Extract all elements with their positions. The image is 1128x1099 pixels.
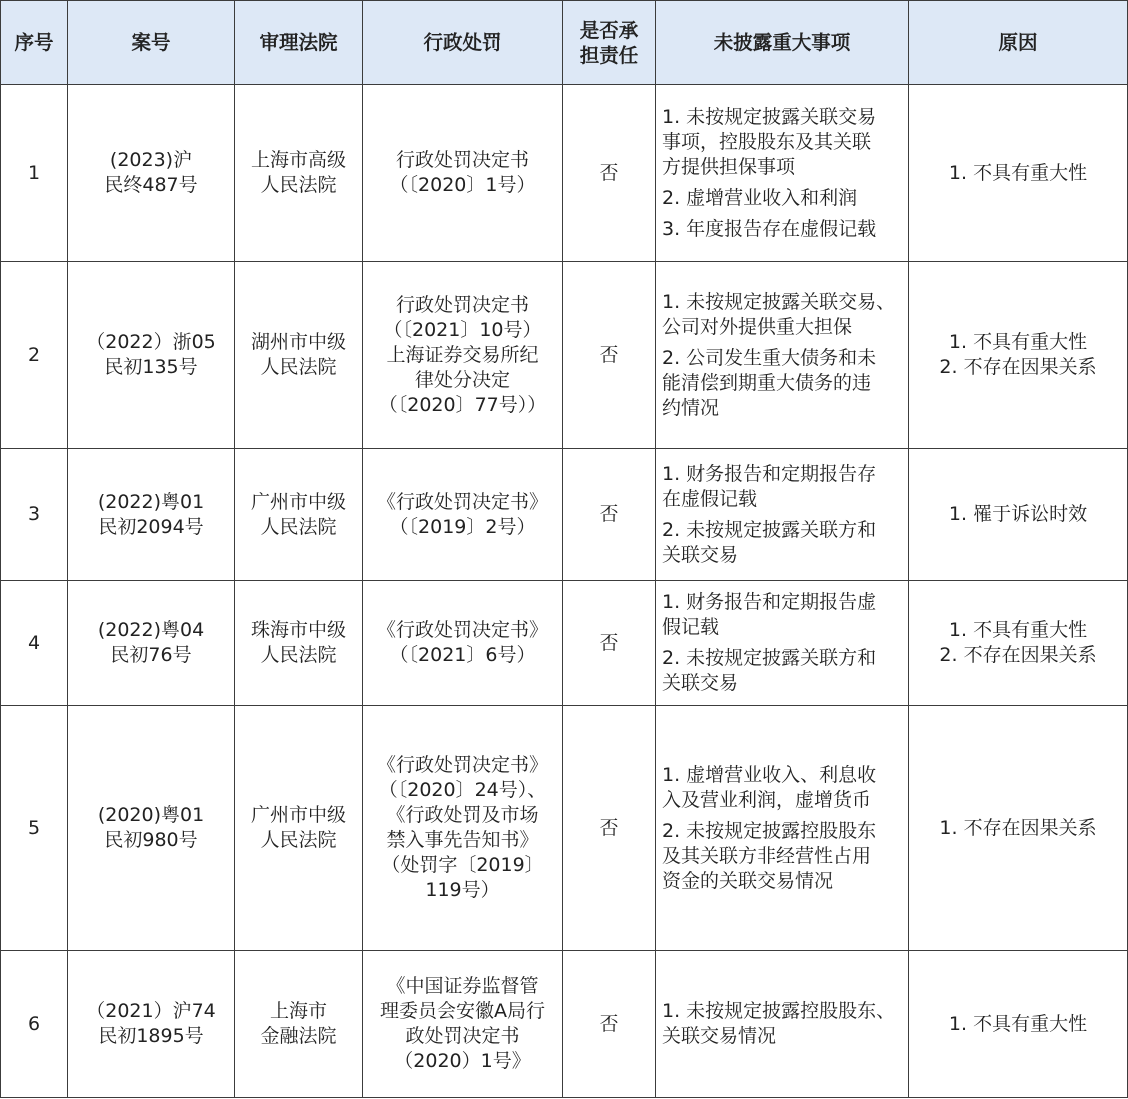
court-line: 人民法院: [260, 174, 337, 196]
reason-line: 1. 不具有重大性: [948, 619, 1088, 641]
undisclosed-item-line: 2. 未按规定披露关联方和: [662, 647, 877, 669]
undisclosed-item-line: 1. 财务报告和定期报告存: [662, 462, 877, 485]
row-index-cell: 6: [1, 951, 68, 1098]
case-number-cell: [68, 951, 235, 1098]
undisclosed-item: [662, 763, 902, 813]
court-line: 人民法院: [260, 515, 337, 538]
penalty-line: 《行政处罚决定书》: [376, 619, 548, 641]
case-number-cell: [68, 449, 235, 581]
case-number-line: (2022)粤01: [97, 490, 205, 513]
case-number-cell: [68, 581, 235, 706]
court-line: 湖州市中级: [250, 331, 346, 353]
penalty-line: （〔2020〕77号））: [378, 393, 547, 416]
row-index-cell: 3: [1, 449, 68, 581]
undisclosed-items-cell: [656, 581, 909, 706]
reason-line: 1. 不具有重大性: [948, 1012, 1088, 1035]
undisclosed-item-line: 方提供担保事项: [662, 155, 796, 178]
court-cell: [235, 951, 363, 1098]
undisclosed-item-line: 在虚假记载: [662, 487, 758, 510]
undisclosed-item-line: 2. 未按规定披露控股股东: [662, 819, 877, 842]
case-number-line: 民初135号: [104, 356, 198, 378]
case-number-line: 民初76号: [110, 644, 192, 666]
liability-cell: 否: [563, 581, 656, 706]
reason-line: 2. 不存在因果关系: [939, 644, 1097, 666]
court-line: 广州市中级: [250, 490, 346, 513]
case-number-line: 民初1895号: [98, 1025, 204, 1047]
header-court: 审理法院: [235, 1, 363, 85]
court-cell: [235, 85, 363, 262]
case-number-line: 民初980号: [104, 829, 198, 851]
undisclosed-item: [662, 217, 902, 242]
undisclosed-item-line: 1. 财务报告和定期报告虚: [662, 591, 877, 613]
header-liability-line: 是否承: [579, 18, 639, 42]
liability-cell: 否: [563, 85, 656, 262]
penalty-line: （〔2020〕24号）、: [378, 779, 547, 801]
penalty-line: 律处分决定: [414, 368, 510, 391]
undisclosed-item: [662, 518, 902, 568]
undisclosed-item: [662, 105, 902, 180]
penalty-line: （2020）1号》: [394, 1050, 531, 1072]
table-row: [1, 85, 1128, 262]
case-number-cell: [68, 706, 235, 951]
row-index-cell: 4: [1, 581, 68, 706]
undisclosed-item-line: 假记载: [662, 616, 720, 638]
penalty-cell: [363, 449, 563, 581]
reason-cell: [909, 85, 1128, 262]
undisclosed-item-line: 事项，控股股东及其关联: [662, 130, 872, 153]
header-liability: [563, 1, 656, 85]
undisclosed-item-line: 1. 虚增营业收入、利息收: [662, 763, 877, 786]
undisclosed-item-line: 及其关联方非经营性占用: [662, 844, 872, 867]
penalty-line: （〔2020〕1号）: [389, 174, 536, 196]
undisclosed-items-cell: [656, 85, 909, 262]
table-row: [1, 706, 1128, 951]
penalty-line: 禁入事先告知书》: [386, 829, 539, 851]
court-cell: [235, 581, 363, 706]
header-case-number: 案号: [68, 1, 235, 85]
case-number-line: 民终487号: [104, 174, 198, 196]
undisclosed-item: [662, 819, 902, 894]
court-cell: [235, 262, 363, 449]
table-row: [1, 951, 1128, 1098]
case-number-line: （2021）沪74: [86, 1000, 216, 1022]
reason-cell: [909, 449, 1128, 581]
penalty-line: （〔2021〕6号）: [389, 644, 536, 666]
row-index-cell: 1: [1, 85, 68, 262]
liability-cell: 否: [563, 706, 656, 951]
undisclosed-item-line: 2. 未按规定披露关联方和: [662, 518, 877, 541]
liability-cell: 否: [563, 951, 656, 1098]
undisclosed-item-line: 约情况: [662, 396, 720, 419]
undisclosed-items-cell: [656, 706, 909, 951]
table-row: [1, 262, 1128, 449]
header-liability-line: 担责任: [579, 43, 639, 67]
court-cell: [235, 449, 363, 581]
case-number-line: （2022）浙05: [86, 331, 216, 353]
header-index: 序号: [1, 1, 68, 85]
header-administrative-penalty: 行政处罚: [363, 1, 563, 85]
undisclosed-item-line: 能清偿到期重大债务的违: [662, 371, 872, 394]
undisclosed-item: [662, 999, 902, 1049]
header-undisclosed-items: 未披露重大事项: [656, 1, 909, 85]
undisclosed-items-cell: [656, 449, 909, 581]
case-number-line: (2022)粤04: [97, 619, 205, 641]
undisclosed-item: [662, 646, 902, 696]
undisclosed-item-line: 1. 未按规定披露关联交易: [662, 105, 877, 128]
court-line: 上海市高级: [250, 149, 346, 171]
reason-line: 2. 不存在因果关系: [939, 356, 1097, 378]
penalty-cell: [363, 951, 563, 1098]
undisclosed-items-cell: [656, 951, 909, 1098]
case-number-cell: [68, 85, 235, 262]
penalty-line: （处罚字〔2019〕: [381, 854, 544, 876]
undisclosed-items-cell: [656, 262, 909, 449]
undisclosed-item-line: 1. 未按规定披露关联交易、: [662, 290, 896, 313]
header-reason: 原因: [909, 1, 1128, 85]
reason-cell: [909, 706, 1128, 951]
penalty-line: 行政处罚决定书: [395, 149, 529, 171]
penalty-cell: [363, 581, 563, 706]
reason-line: 1. 不具有重大性: [948, 331, 1088, 353]
penalty-line: 119号）: [425, 879, 500, 901]
undisclosed-item-line: 2. 虚增营业收入和利润: [662, 186, 858, 209]
undisclosed-item-line: 关联交易: [662, 672, 739, 694]
penalty-line: （〔2021〕10号）: [383, 318, 542, 341]
penalty-line: 《行政处罚决定书》: [376, 490, 548, 513]
undisclosed-item-line: 3. 年度报告存在虚假记载: [662, 217, 877, 240]
penalty-line: 政处罚决定书: [405, 1025, 520, 1047]
liability-cell: 否: [563, 262, 656, 449]
court-line: 珠海市中级: [250, 619, 346, 641]
reason-cell: [909, 951, 1128, 1098]
header-row: [1, 1, 1128, 85]
reason-line: 1. 不具有重大性: [948, 161, 1088, 184]
reason-cell: [909, 262, 1128, 449]
undisclosed-item-line: 关联交易情况: [662, 1025, 777, 1047]
undisclosed-item-line: 2. 公司发生重大债务和未: [662, 346, 877, 369]
penalty-line: 上海证券交易所纪: [386, 343, 539, 366]
case-number-line: (2020)粤01: [97, 804, 205, 826]
penalty-line: 《行政处罚及市场: [386, 804, 539, 826]
court-line: 人民法院: [260, 356, 337, 378]
undisclosed-item: [662, 290, 902, 340]
reason-line: 1. 罹于诉讼时效: [948, 503, 1088, 525]
court-line: 人民法院: [260, 644, 337, 666]
court-line: 人民法院: [260, 829, 337, 851]
undisclosed-item-line: 1. 未按规定披露控股股东、: [662, 1000, 896, 1022]
penalty-line: 《中国证券监督管: [386, 975, 539, 997]
undisclosed-item-line: 资金的关联交易情况: [662, 869, 834, 892]
undisclosed-item: [662, 346, 902, 421]
liability-cell: 否: [563, 449, 656, 581]
undisclosed-item: [662, 590, 902, 640]
table-row: [1, 581, 1128, 706]
court-line: 广州市中级: [250, 804, 346, 826]
court-line: 上海市: [269, 1000, 327, 1022]
penalty-line: 行政处罚决定书: [395, 293, 529, 316]
penalty-line: 《行政处罚决定书》: [376, 754, 548, 776]
reason-line: 1. 不存在因果关系: [939, 816, 1097, 839]
penalty-cell: [363, 706, 563, 951]
row-index-cell: 2: [1, 262, 68, 449]
undisclosed-item-line: 关联交易: [662, 543, 739, 566]
penalty-line: （〔2019〕2号）: [389, 515, 536, 538]
undisclosed-item: [662, 186, 902, 211]
case-number-line: (2023)沪: [109, 149, 193, 171]
undisclosed-item-line: 公司对外提供重大担保: [662, 315, 853, 338]
case-number-line: 民初2094号: [98, 515, 204, 538]
penalty-line: 理委员会安徽A局行: [380, 1000, 545, 1022]
reason-cell: [909, 581, 1128, 706]
row-index-cell: 5: [1, 706, 68, 951]
case-number-cell: [68, 262, 235, 449]
undisclosed-item-line: 入及营业利润，虚增货币: [662, 788, 872, 811]
table-row: [1, 449, 1128, 581]
penalty-cell: [363, 262, 563, 449]
penalty-cell: [363, 85, 563, 262]
court-line: 金融法院: [260, 1025, 337, 1047]
undisclosed-item: [662, 462, 902, 512]
court-cell: [235, 706, 363, 951]
